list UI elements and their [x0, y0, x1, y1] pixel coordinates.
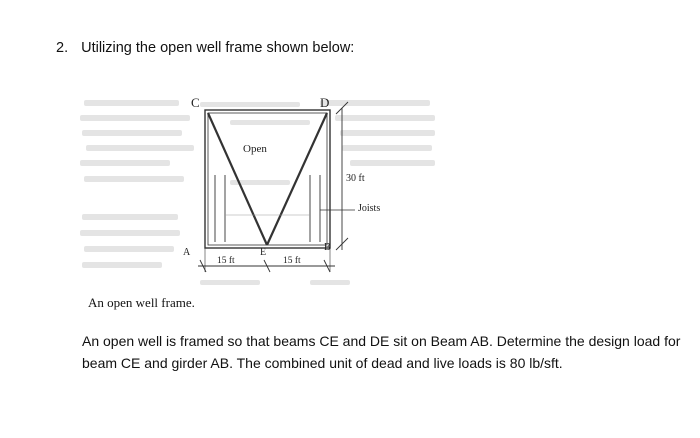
question-number: 2.	[56, 40, 69, 56]
label-dim-15-right: 15 ft	[283, 256, 301, 266]
label-d: D	[320, 95, 330, 110]
frame-lines	[198, 102, 355, 272]
beam-de	[267, 113, 327, 245]
label-c: C	[191, 95, 200, 110]
figure-caption: An open well frame.	[88, 295, 195, 310]
question-prompt: Utilizing the open well frame shown below:	[81, 40, 355, 56]
label-dim-30: 30 ft	[346, 173, 365, 184]
label-joists: Joists	[358, 203, 381, 214]
problem-statement: An open well is framed so that beams CE and DE sit on Beam AB. Determine the design load for beam CE and girder AB. The combined unit of dead and live loads is 80 lb/sft.	[82, 333, 681, 371]
open-well-frame-figure	[80, 90, 440, 315]
beam-ce	[208, 113, 267, 245]
frame-outline	[205, 110, 330, 248]
label-b: B	[324, 242, 331, 253]
faded-background-text	[80, 100, 435, 285]
question-header	[56, 40, 354, 56]
label-dim-15-left: 15 ft	[217, 256, 235, 266]
frame-drawing	[80, 90, 440, 315]
label-a: A	[183, 247, 191, 258]
frame-inner-outline	[208, 113, 327, 245]
label-open: Open	[243, 143, 267, 155]
label-e: E	[260, 247, 267, 258]
